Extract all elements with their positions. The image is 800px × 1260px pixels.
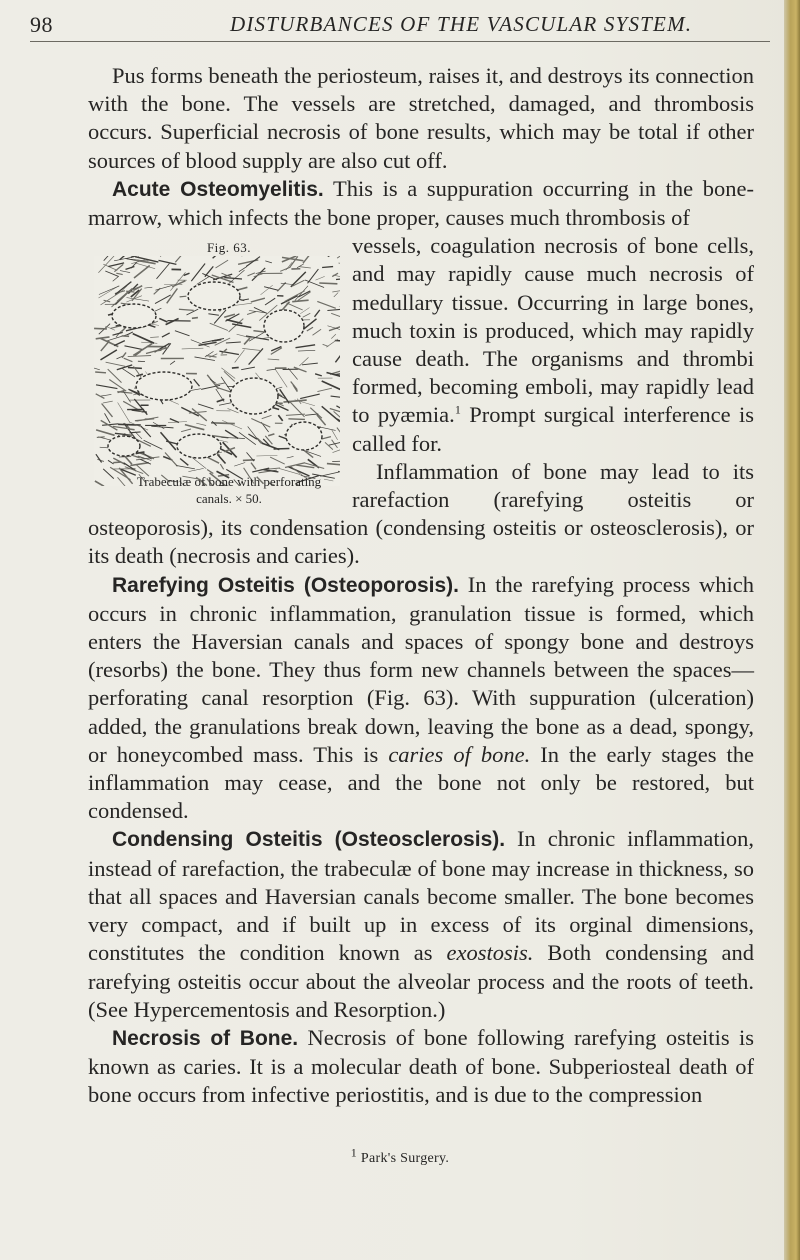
footnote-marker: 1 [350, 1145, 358, 1160]
footnote-text: Park's Surgery. [357, 1151, 450, 1166]
paragraph-condensing-osteitis [88, 825, 754, 1023]
emphasis-term: exostosis. [446, 940, 534, 966]
paragraph-text: In the early stages the inflammation may cease, and the bone not only be restored, but condensed. [88, 741, 755, 824]
paragraph-text: This is a suppuration occurring in the bone-marrow, which infects the bone proper, causes much thrombosis of Fig. 63. Trabeculæ of bone with perforating canals. × 50. vessels, coagulation necrosis of bone cells, and may rapidly cause much necrosis of medullary tissue. Occurring in large bones, much toxin is produced, which may rapidly cause death. The organisms and thrombi formed, becoming emboli, may rapidly lead to pyæmia. [88, 176, 754, 428]
figure-63 [82, 234, 344, 514]
paragraph-text: In the rarefying process which occurs in chronic inflammation, granulation tissue is formed, which enters the Haversian canals and spaces of spongy bone and destroys (resorbs) the bone. They thus form new channels between the spaces—perforating canal resorption (Fig. 63). With suppuration (ulceration) added, the granulations break down, leaving the bone as a dead, spongy, or honeycombed mass. This is [88, 571, 754, 767]
figure-caption-line: Trabeculæ of bone with perforating [136, 474, 322, 490]
figure-caption [82, 473, 352, 507]
paragraph-text: Inflammation of bone may lead to its rarefaction (rarefying osteitis or osteoporosis), its condensation (condensing osteitis or osteosclerosis), or its death (necrosis and caries). [88, 458, 754, 569]
paragraph-necrosis-of-bone [88, 1024, 754, 1110]
figure-caption-line: canals. × 50. [196, 491, 262, 507]
paragraph-periosteum [88, 62, 754, 175]
page-header [30, 12, 770, 42]
paragraph-acute-osteomyelitis [88, 175, 755, 507]
emphasis-term: caries of bone. [388, 741, 531, 767]
paragraph-text: Pus forms beneath the periosteum, raises it, and destroys its connection with the bone. The vessels are stretched, damaged, and thrombosis occurs. Superficial necrosis of bone results, which may be total if other sources of blood supply are also cut off. [88, 63, 754, 173]
footnote-ref: 1 [454, 402, 461, 417]
page-number: 98 [30, 12, 53, 37]
running-title: DISTURBANCES OF THE VASCULAR SYSTEM. [230, 12, 693, 36]
body-text [88, 62, 754, 1110]
footnote [0, 1145, 800, 1167]
section-heading: Condensing Osteitis (Osteosclerosis). [112, 828, 506, 852]
paragraph-text: In chronic inflammation, instead of rarefaction, the trabeculæ of bone may increase in thickness, so that all spaces and Haversian canals become smaller. The bone becomes very compact, and if built up in excess of its orginal dimensions, constitutes the condition known as [88, 826, 754, 966]
section-heading: Necrosis of Bone. [112, 1026, 299, 1050]
page-edge [784, 0, 800, 1260]
paragraph-text: Necrosis of bone following rarefying osteitis is known as caries. It is a molecular death of bone. Subperiosteal death of bone occurs from infective periostitis, and is due to the compression [88, 1024, 754, 1108]
paragraph-text: Prompt surgical interference is called for. [352, 402, 755, 456]
paragraph-rarefying-osteitis [88, 571, 754, 826]
section-heading: Rarefying Osteitis (Osteoporosis). [112, 573, 460, 597]
paragraph-text: Both condensing and rarefying osteitis occur about the alveolar process and the roots of teeth. (See Hypercementosis and Resorption.) [88, 940, 754, 1022]
header-rule [30, 41, 770, 42]
bone-trabeculae-illustration [94, 256, 340, 486]
section-heading: Acute Osteomyelitis. [112, 177, 324, 201]
figure-label: Fig. 63. [206, 240, 252, 256]
